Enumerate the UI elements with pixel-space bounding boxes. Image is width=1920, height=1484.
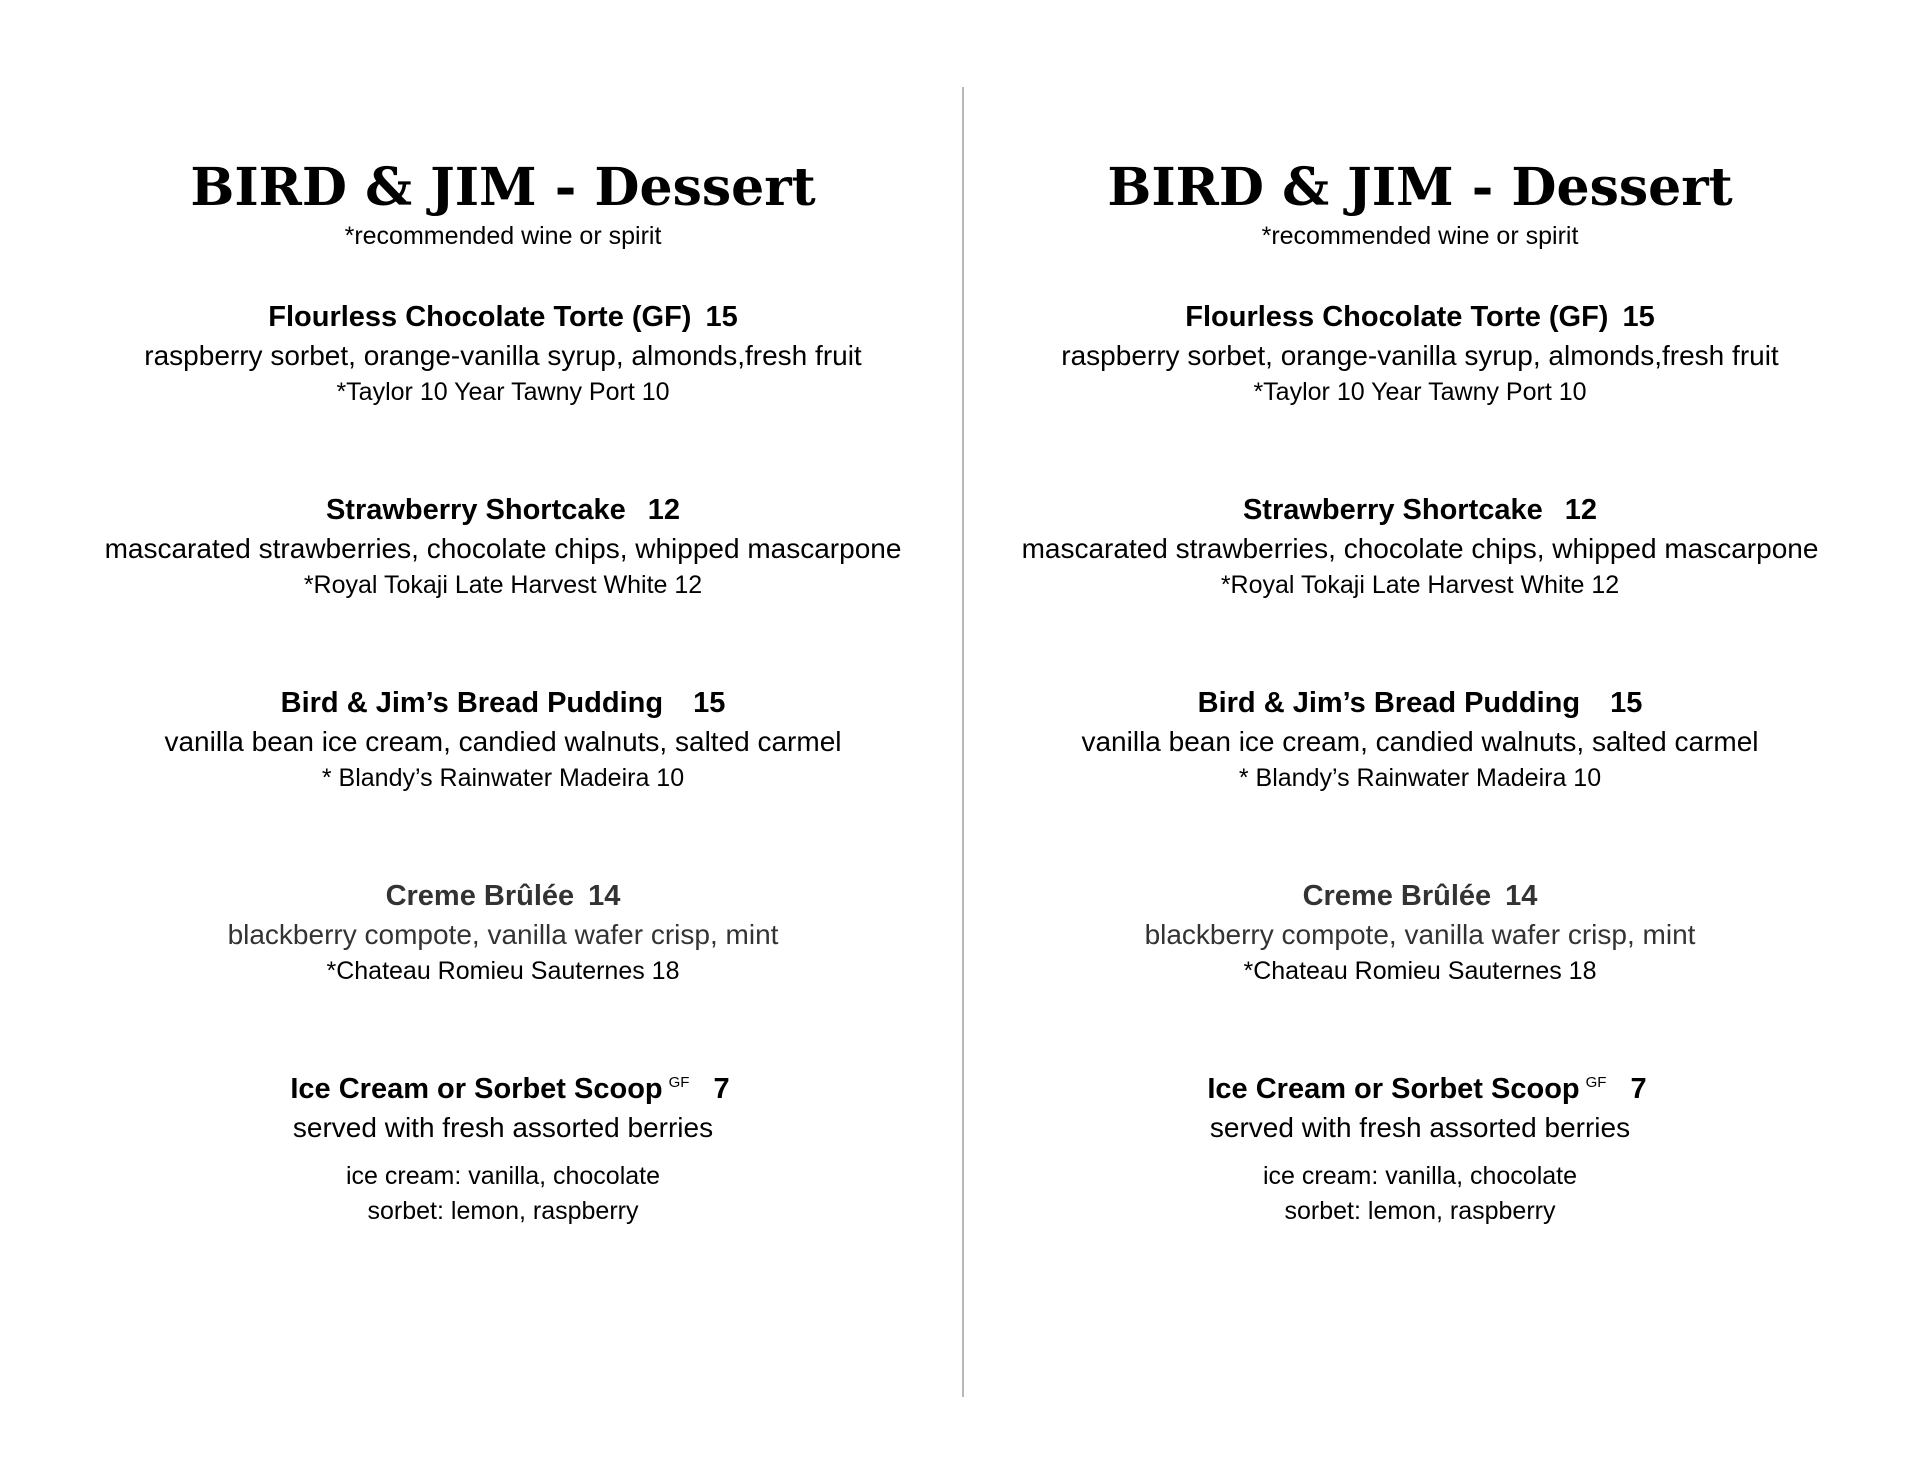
menu-item (53, 683, 953, 876)
item-name: Ice Cream or Sorbet Scoop (290, 1073, 663, 1105)
item-heading (970, 1069, 1870, 1109)
item-heading (53, 683, 953, 723)
item-description: mascarated strawberries, chocolate chips, whipped mascarpone (1021, 533, 1819, 564)
item-price: 14 (1505, 880, 1538, 912)
menu-item (53, 876, 953, 1069)
sorbet-flavors: sorbet: lemon, raspberry (1284, 1197, 1556, 1225)
item-heading (53, 297, 953, 337)
item-heading (970, 490, 1870, 530)
ice-cream-flavors: ice cream: vanilla, chocolate (1262, 1162, 1578, 1190)
item-description: mascarated strawberries, chocolate chips, whipped mascarpone (104, 533, 902, 564)
item-heading (970, 876, 1870, 916)
menu-item (53, 297, 953, 490)
item-pairing: *Chateau Romieu Sauternes 18 (326, 957, 680, 985)
item-description: vanilla bean ice cream, candied walnuts, salted carmel (1081, 726, 1759, 757)
item-price: 15 (693, 687, 726, 719)
menu-item (970, 683, 1870, 876)
menu-item (970, 490, 1870, 683)
item-pairing: * Blandy’s Rainwater Madeira 10 (1238, 764, 1602, 792)
center-divider (962, 87, 964, 1397)
item-description: vanilla bean ice cream, candied walnuts, salted carmel (164, 726, 842, 757)
menu-subtitle: *recommended wine or spirit (344, 222, 662, 250)
item-name: Ice Cream or Sorbet Scoop (1207, 1073, 1580, 1105)
item-name: Flourless Chocolate Torte (GF) (268, 301, 692, 333)
item-price: 15 (1622, 301, 1655, 333)
item-description: blackberry compote, vanilla wafer crisp, mint (227, 919, 779, 950)
item-name: Strawberry Shortcake (325, 494, 626, 526)
item-description: raspberry sorbet, orange-vanilla syrup, almonds,fresh fruit (144, 340, 862, 371)
menu-items (970, 297, 1870, 1229)
item-name: Creme Brûlée (385, 880, 575, 912)
item-price: 15 (1610, 687, 1643, 719)
item-pairing: *Royal Tokaji Late Harvest White 12 (1220, 571, 1620, 599)
flavor-list (970, 1159, 1870, 1229)
item-heading (53, 876, 953, 916)
item-description: served with fresh assorted berries (292, 1112, 714, 1143)
menu-title: BIRD & JIM - Dessert (190, 157, 816, 218)
item-description: served with fresh assorted berries (1209, 1112, 1631, 1143)
menu-item (53, 1069, 953, 1229)
dessert-menu-left (53, 155, 953, 1229)
item-pairing: * Blandy’s Rainwater Madeira 10 (321, 764, 685, 792)
item-price: 12 (647, 494, 681, 526)
flavor-list (53, 1159, 953, 1229)
item-price: 7 (1630, 1073, 1647, 1105)
ice-cream-flavors: ice cream: vanilla, chocolate (345, 1162, 661, 1190)
item-pairing: *Taylor 10 Year Tawny Port 10 (336, 378, 670, 406)
gluten-free-mark: GF (668, 1074, 690, 1092)
item-price: 15 (705, 301, 738, 333)
dessert-menu-right (970, 155, 1870, 1229)
item-name: Flourless Chocolate Torte (GF) (1185, 301, 1609, 333)
item-heading (970, 297, 1870, 337)
item-name: Bird & Jim’s Bread Pudding (280, 687, 664, 719)
item-description: raspberry sorbet, orange-vanilla syrup, almonds,fresh fruit (1061, 340, 1779, 371)
menu-items (53, 297, 953, 1229)
menu-item (53, 490, 953, 683)
menu-item (970, 1069, 1870, 1229)
item-name: Strawberry Shortcake (1242, 494, 1543, 526)
item-price: 14 (588, 880, 621, 912)
item-heading (53, 1069, 953, 1109)
menu-item (970, 876, 1870, 1069)
item-heading (970, 683, 1870, 723)
gluten-free-mark: GF (1585, 1074, 1607, 1092)
sorbet-flavors: sorbet: lemon, raspberry (367, 1197, 639, 1225)
menu-item (970, 297, 1870, 490)
item-pairing: *Chateau Romieu Sauternes 18 (1243, 957, 1597, 985)
item-description: blackberry compote, vanilla wafer crisp, mint (1144, 919, 1696, 950)
item-pairing: *Taylor 10 Year Tawny Port 10 (1253, 378, 1587, 406)
menu-title: BIRD & JIM - Dessert (1107, 157, 1733, 218)
menu-subtitle: *recommended wine or spirit (1261, 222, 1579, 250)
item-price: 12 (1564, 494, 1598, 526)
item-pairing: *Royal Tokaji Late Harvest White 12 (303, 571, 703, 599)
item-name: Creme Brûlée (1302, 880, 1492, 912)
item-name: Bird & Jim’s Bread Pudding (1197, 687, 1581, 719)
item-heading (53, 490, 953, 530)
item-price: 7 (713, 1073, 730, 1105)
